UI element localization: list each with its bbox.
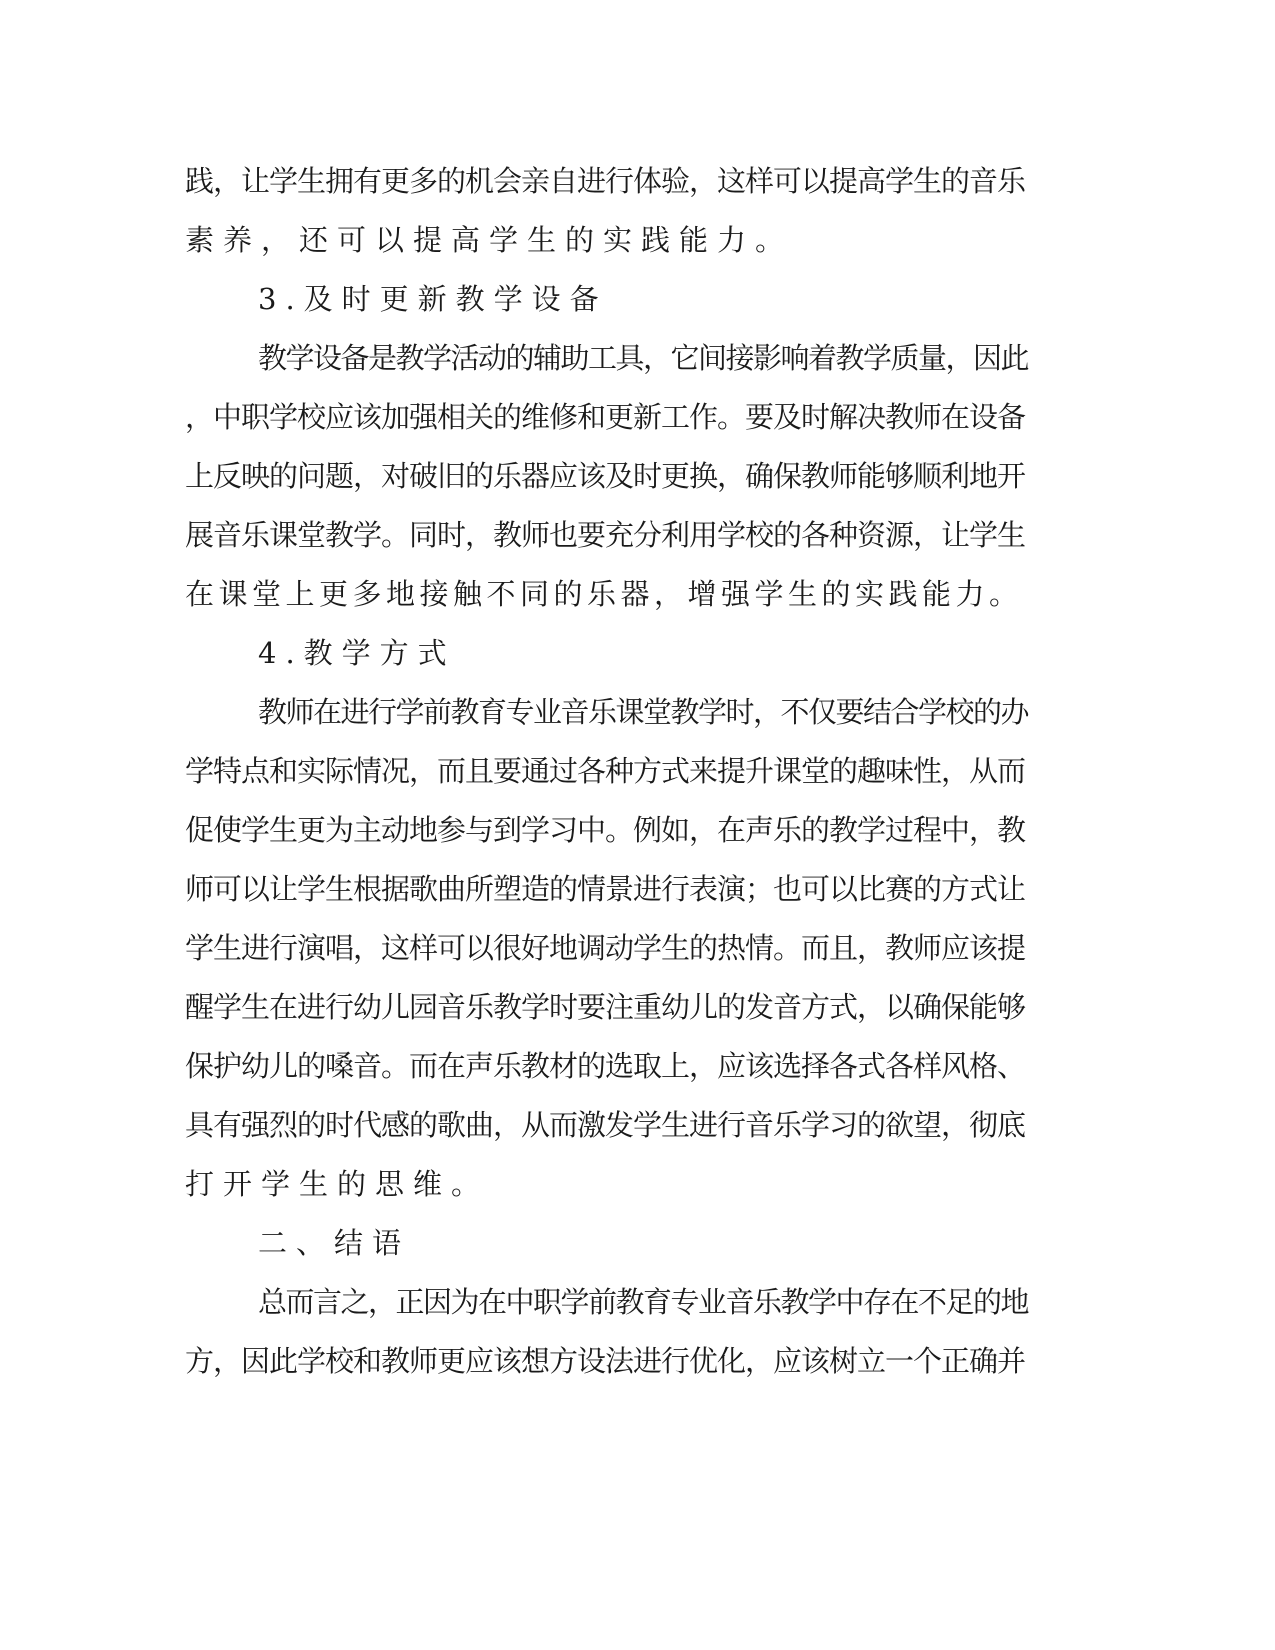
body-text-line: 总而言之，正因为在中职学前教育专业音乐教学中存在不足的地 bbox=[258, 1285, 1029, 1319]
body-text-line: 学生进行演唱，这样可以很好地调动学生的热情。而且，教师应该提 bbox=[185, 931, 1026, 965]
section-heading: 二、结语 bbox=[258, 1226, 411, 1260]
body-text-line: 在课堂上更多地接触不同的乐器，增强学生的实践能力。 bbox=[185, 577, 1023, 611]
section-heading: 3.及时更新教学设备 bbox=[258, 282, 608, 316]
body-text-line: 打开学生的思维。 bbox=[185, 1167, 490, 1201]
section-heading: 4.教学方式 bbox=[258, 636, 456, 670]
body-text-line: 素养，还可以提高学生的实践能力。 bbox=[185, 223, 794, 257]
body-text-line: 展音乐课堂教学。同时，教师也要充分利用学校的各种资源，让学生 bbox=[185, 518, 1026, 552]
body-text-line: 具有强烈的时代感的歌曲，从而激发学生进行音乐学习的欲望，彻底 bbox=[185, 1108, 1026, 1142]
body-text-line: 促使学生更为主动地参与到学习中。例如，在声乐的教学过程中，教 bbox=[185, 813, 1026, 847]
body-text-line: 方，因此学校和教师更应该想方设法进行优化，应该树立一个正确并 bbox=[185, 1344, 1026, 1378]
body-text-line: 醒学生在进行幼儿园音乐教学时要注重幼儿的发音方式，以确保能够 bbox=[185, 990, 1026, 1024]
body-text-line: ，中职学校应该加强相关的维修和更新工作。要及时解决教师在设备 bbox=[185, 400, 1026, 434]
body-text-line: 上反映的问题，对破旧的乐器应该及时更换，确保教师能够顺利地开 bbox=[185, 459, 1026, 493]
body-text-line: 教师在进行学前教育专业音乐课堂教学时，不仅要结合学校的办 bbox=[258, 695, 1029, 729]
body-text-line: 践，让学生拥有更多的机会亲自进行体验，这样可以提高学生的音乐 bbox=[185, 164, 1026, 198]
body-text-line: 学特点和实际情况，而且要通过各种方式来提升课堂的趣味性，从而 bbox=[185, 754, 1026, 788]
body-text-line: 师可以让学生根据歌曲所塑造的情景进行表演；也可以比赛的方式让 bbox=[185, 872, 1026, 906]
body-text-line: 教学设备是教学活动的辅助工具，它间接影响着教学质量，因此 bbox=[258, 341, 1029, 375]
body-text-line: 保护幼儿的嗓音。而在声乐教材的选取上，应该选择各式各样风格、 bbox=[185, 1049, 1026, 1083]
